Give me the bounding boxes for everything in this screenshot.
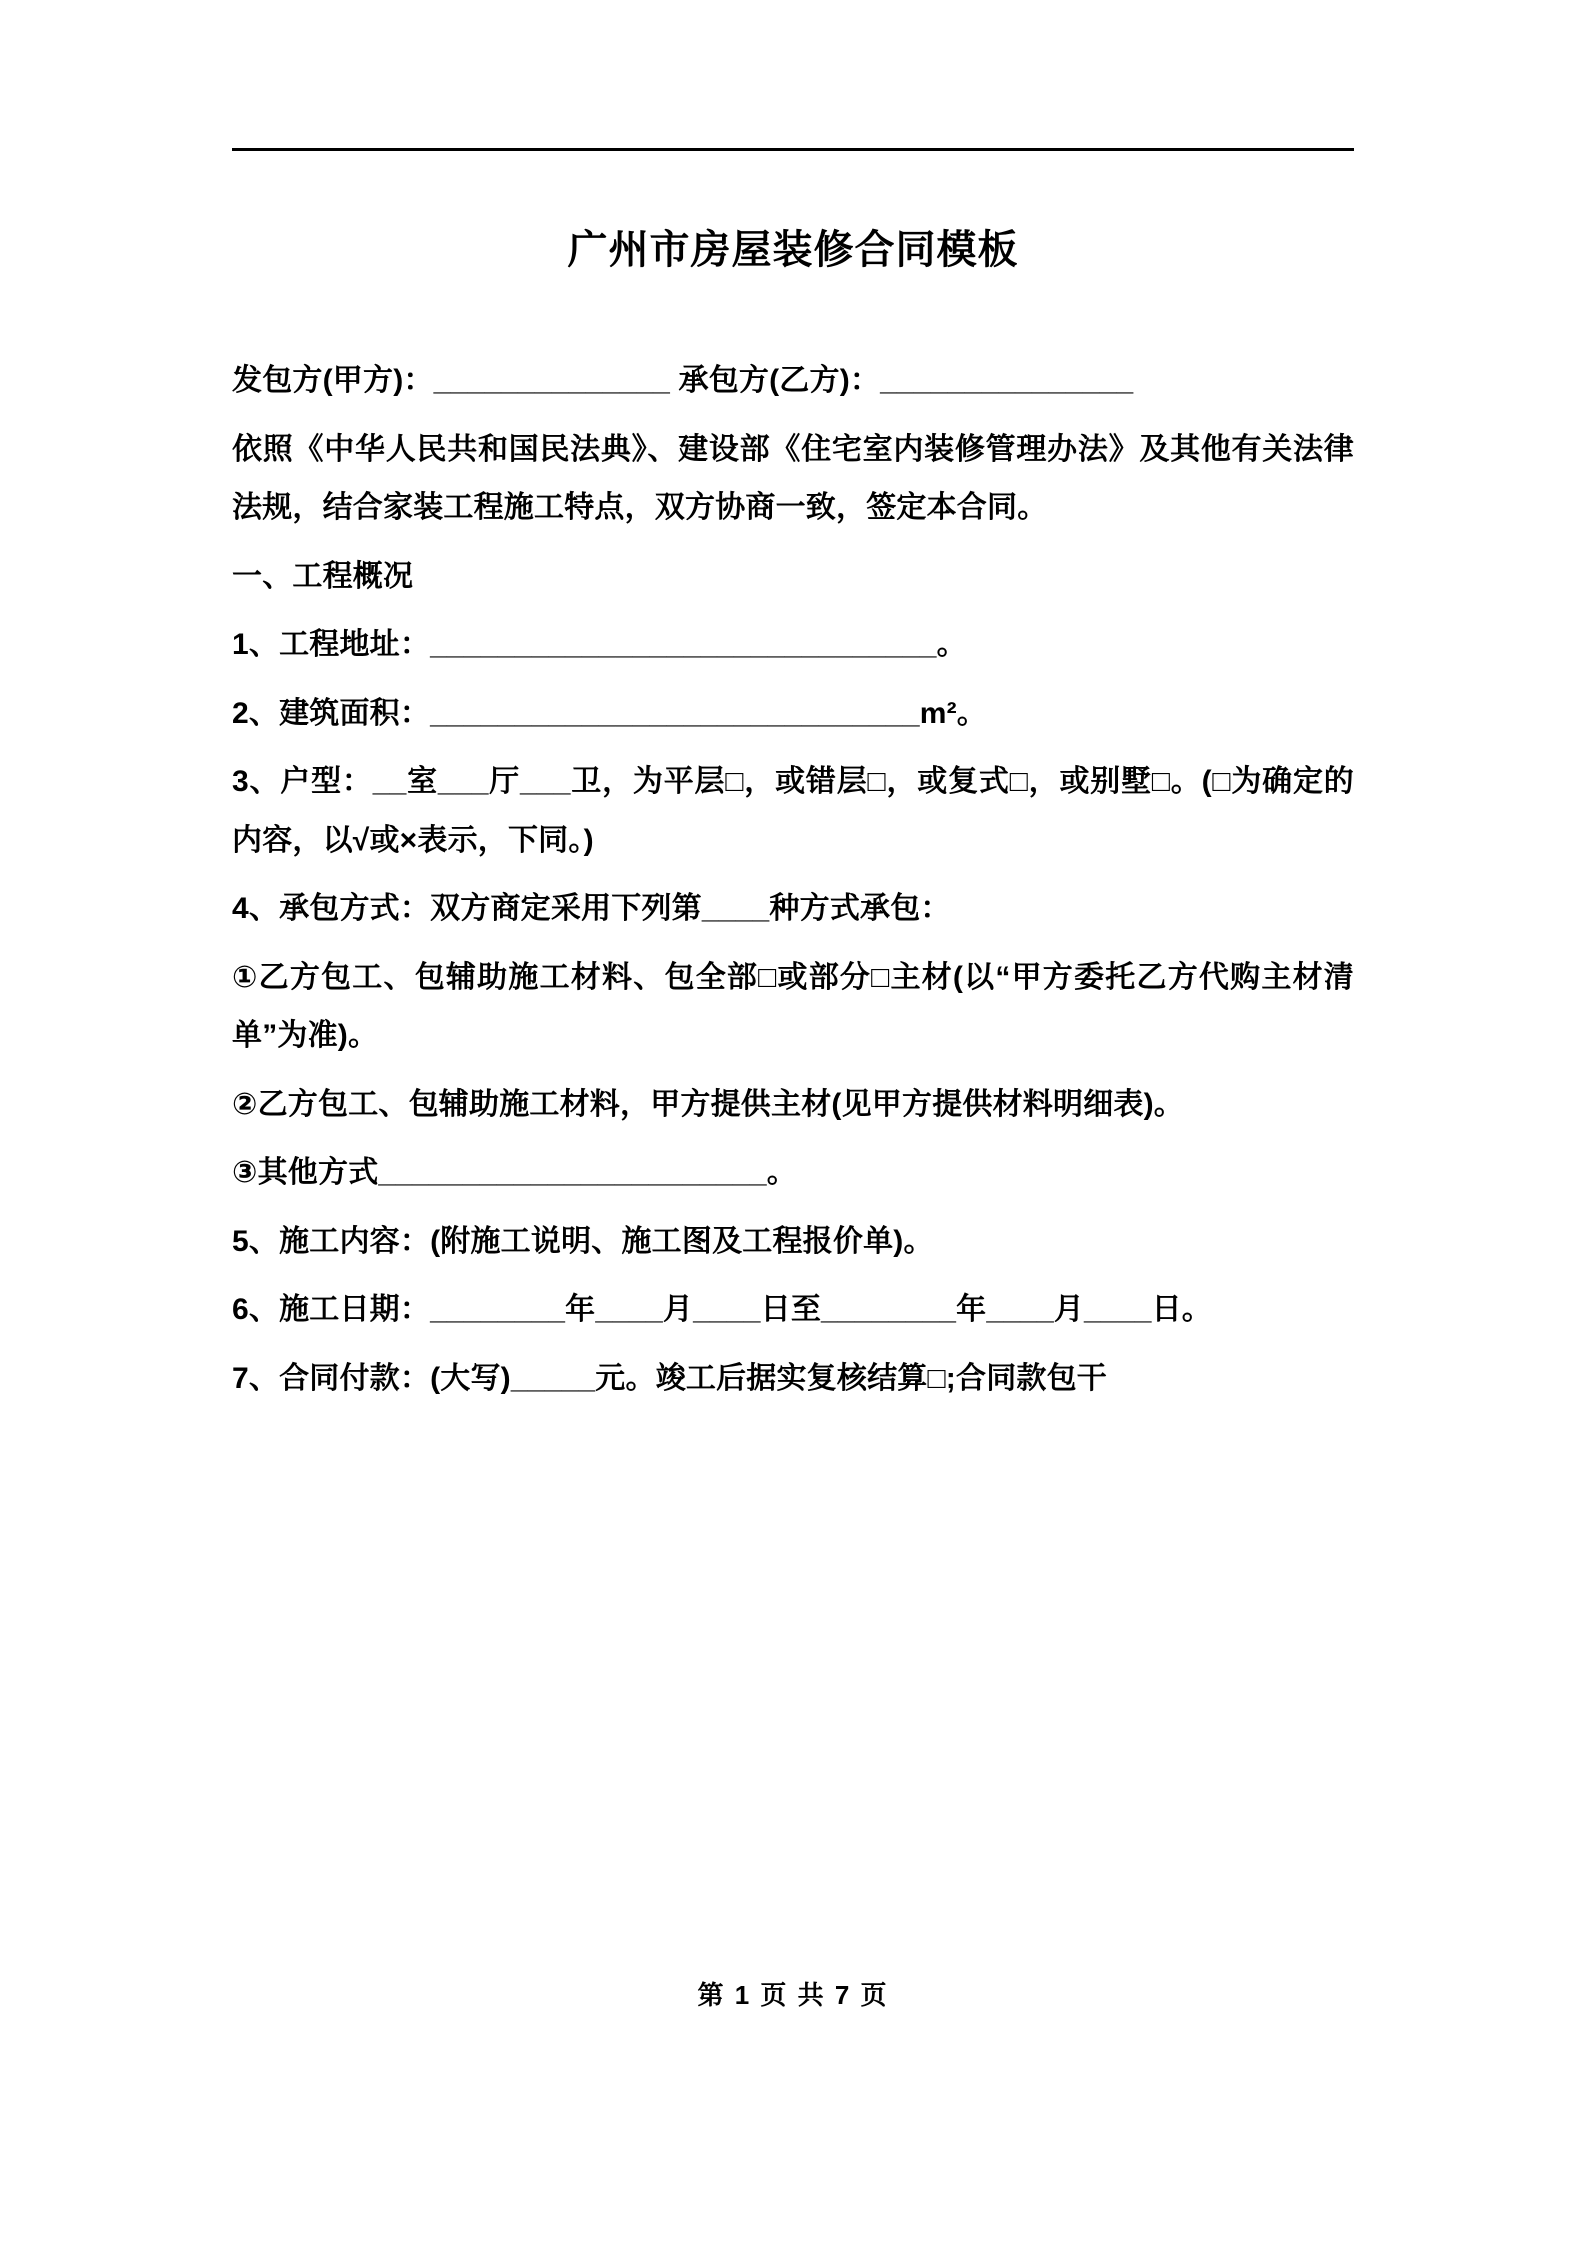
header-rule xyxy=(232,148,1354,151)
document-content xyxy=(232,180,1354,1418)
paragraph-project-address: 1、工程地址：______________________________。 xyxy=(232,628,967,661)
section-heading-project-overview: 一、工程概况 xyxy=(232,559,414,593)
paragraph-method-option-3: ③其他方式_______________________。 xyxy=(232,1156,797,1189)
paragraph-construction-date: 6、施工日期：________年____月____日至________年____月____日。 xyxy=(232,1293,1212,1326)
paragraph-contract-method: 4、承包方式：双方商定采用下列第____种方式承包： xyxy=(232,892,951,925)
paragraph-parties: 发包方(甲方)：______________ 承包方(乙方)：_______________ xyxy=(232,364,1134,397)
paragraph-contract-payment: 7、合同付款：(大写)_____元。竣工后据实复核结算□;合同款包干 xyxy=(232,1361,1107,1395)
paragraph-building-area: 2、建筑面积：_____________________________m²。 xyxy=(232,696,988,730)
paragraph-method-option-2: ②乙方包工、包辅助施工材料，甲方提供主材(见甲方提供材料明细表)。 xyxy=(232,1087,1184,1121)
paragraph-preamble: 依照《中华人民共和国民法典》、建设部《住宅室内装修管理办法》及其他有关法律法规，结合家装工程施工特点，双方协商一致，签定本合同。 xyxy=(232,432,1354,524)
paragraph-method-option-1: ①乙方包工、包辅助施工材料、包全部□或部分□主材(以“甲方委托乙方代购主材清单”为准)。 xyxy=(232,960,1354,1052)
page-footer: 第 1 页 共 7 页 xyxy=(697,1980,889,2010)
document-body xyxy=(232,352,1354,1408)
page-title: 广州市房屋装修合同模板 xyxy=(567,228,1019,272)
paragraph-house-type: 3、户型：__室___厅___卫，为平层□，或错层□，或复式□，或别墅□。(□为确定的内容，以√或×表示，下同。) xyxy=(232,765,1354,857)
paragraph-construction-content: 5、施工内容：(附施工说明、施工图及工程报价单)。 xyxy=(232,1224,934,1258)
